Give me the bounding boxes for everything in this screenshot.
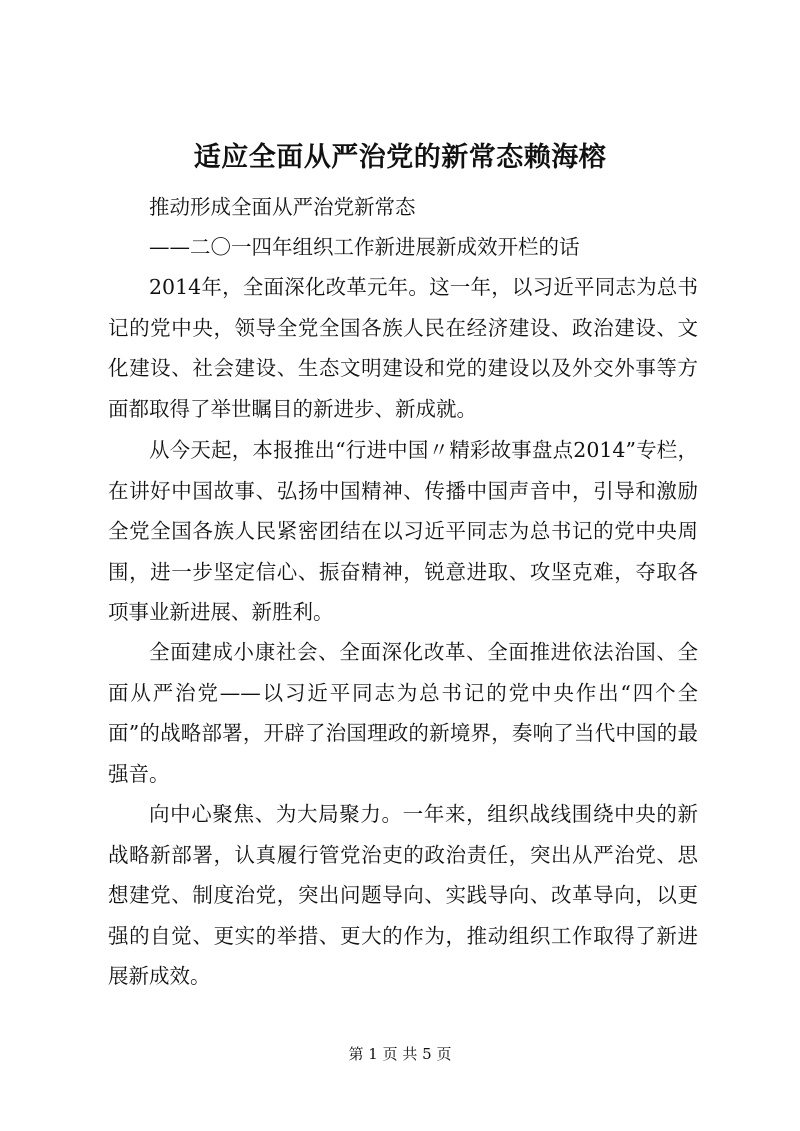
body-paragraph-2: 从今天起，本报推出“行进中国〃精彩故事盘点2014”专栏，在讲好中国故事、弘扬中国精神、传播中国声音中，引导和激励全党全国各族人民紧密团结在以习近平同志为总书记的党中央周围，进一步坚定信心、振奋精神，锐意进取、攻坚克难，夺取各项事业新进展、新胜利。	[108, 438, 698, 624]
document-byline: ——二〇一四年组织工作新进展新成效开栏的话	[149, 235, 580, 259]
document-title: 适应全面从严治党的新常态赖海榕	[193, 142, 607, 173]
page-number-footer: 第 1 页 共 5 页	[348, 1045, 452, 1063]
document-subtitle: 推动形成全面从严治党新常态	[149, 195, 416, 219]
body-paragraph-1: 2014年，全面深化改革元年。这一年，以习近平同志为总书记的党中央，领导全党全国各族人民在经济建设、政治建设、文化建设、社会建设、生态文明建设和党的建设以及外交外事等方面都取得了举世瞩目的新进步、新成就。	[108, 275, 698, 421]
body-paragraph-3: 全面建成小康社会、全面深化改革、全面推进依法治国、全面从严治党——以习近平同志为总书记的党中央作出“四个全面”的战略部署，开辟了治国理政的新境界，奏响了当代中国的最强音。	[108, 640, 698, 786]
body-paragraph-4: 向中心聚焦、为大局聚力。一年来，组织战线围绕中央的新战略新部署，认真履行管党治吏的政治责任，突出从严治党、思想建党、制度治党，突出问题导向、实践导向、改革导向，以更强的自觉、更实的举措、更大的作为，推动组织工作取得了新进展新成效。	[108, 802, 698, 988]
